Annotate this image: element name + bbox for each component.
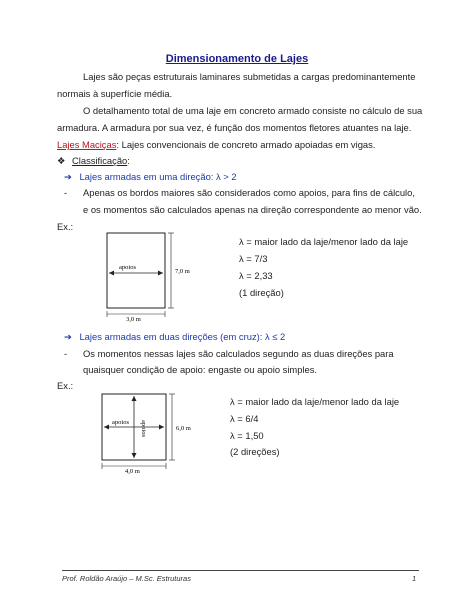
arrow-down-head-icon bbox=[132, 453, 137, 458]
section2-formula-1: λ = maior lado da laje/menor lado da laje bbox=[230, 396, 400, 407]
footer-divider bbox=[62, 570, 419, 571]
section1-formula-4: (1 direção) bbox=[239, 287, 284, 298]
section2-line-1: Os momentos nessas lajes são calculados segundo as duas direções para bbox=[83, 348, 394, 359]
section2-heading: Lajes armadas em duas direções (em cruz): λ ≤ 2 bbox=[79, 331, 286, 342]
width-label: 4,0 m bbox=[125, 468, 140, 475]
intro-paragraph-2-line-2: armadura. A armadura por sua vez, é função dos momentos fletores atuantes na laje. bbox=[57, 122, 412, 133]
section2-heading-line bbox=[64, 331, 285, 343]
arrow-right-head-icon bbox=[159, 425, 164, 430]
section2-formula-3: λ = 1,50 bbox=[230, 430, 264, 441]
arrow-left-head-icon bbox=[104, 425, 109, 430]
arrow-right-icon: ➔ bbox=[64, 171, 72, 182]
section2-example-label: Ex.: bbox=[57, 380, 74, 391]
page-title: Dimensionamento de Lajes bbox=[165, 53, 309, 65]
footer-author: Prof. Roldão Araújo – M.Sc. Estruturas bbox=[62, 574, 191, 583]
apoios-horizontal-label: apoios bbox=[112, 419, 129, 426]
intro-paragraph-1-line-1: Lajes são peças estruturais laminares submetidas a cargas predominantemente bbox=[83, 71, 416, 82]
intro-paragraph-1-line-2: normais à superfície média. bbox=[57, 88, 173, 99]
footer-page-number: 1 bbox=[412, 574, 417, 583]
macicas-line bbox=[57, 139, 375, 151]
classificacao-line bbox=[57, 155, 130, 167]
section2-dash: - bbox=[64, 348, 68, 359]
macicas-label: Lajes Maciças bbox=[57, 139, 117, 150]
arrow-right-icon: ➔ bbox=[64, 331, 72, 342]
section2-formula-4: (2 direções) bbox=[230, 446, 280, 457]
arrow-right-head-icon bbox=[158, 271, 163, 276]
section1-dash: - bbox=[64, 187, 68, 198]
height-label: 6,0 m bbox=[176, 425, 191, 432]
intro-paragraph-2-line-1: O detalhamento total de uma laje em concreto armado consiste no cálculo de sua bbox=[83, 105, 423, 116]
section1-formula-3: λ = 2,33 bbox=[239, 270, 273, 281]
width-label: 3,0 m bbox=[126, 316, 141, 323]
classificacao-label: Classificação bbox=[72, 155, 128, 166]
section1-line-1: Apenas os bordos maiores são considerados como apoios, para fins de cálculo, bbox=[83, 187, 415, 198]
classificacao-colon: : bbox=[127, 155, 130, 166]
section2-line-2: quaisquer condição de apoio: engaste ou apoio simples. bbox=[83, 364, 318, 375]
figure-one-way-slab bbox=[95, 228, 205, 323]
section1-heading: Lajes armadas em uma direção: λ > 2 bbox=[79, 171, 237, 182]
section2-formula-2: λ = 6/4 bbox=[230, 413, 259, 424]
slab-outline bbox=[107, 233, 165, 308]
figure-two-way-slab bbox=[90, 390, 220, 475]
height-label: 7,0 m bbox=[175, 268, 190, 275]
apoios-vertical-label: apoios bbox=[140, 420, 147, 437]
apoios-label: apoios bbox=[119, 264, 136, 271]
macicas-text: : Lajes convencionais de concreto armado apoiadas em vigas. bbox=[116, 139, 376, 150]
arrow-up-head-icon bbox=[132, 396, 137, 401]
diamond-bullet-icon: ❖ bbox=[57, 155, 66, 166]
section1-heading-line bbox=[64, 171, 237, 183]
section1-line-2: e os momentos são calculados apenas na direção correspondente ao menor vão. bbox=[83, 204, 422, 215]
section1-formula-2: λ = 7/3 bbox=[239, 253, 268, 264]
section1-example-label: Ex.: bbox=[57, 221, 74, 232]
arrow-left-head-icon bbox=[109, 271, 114, 276]
section1-formula-1: λ = maior lado da laje/menor lado da laje bbox=[239, 236, 409, 247]
